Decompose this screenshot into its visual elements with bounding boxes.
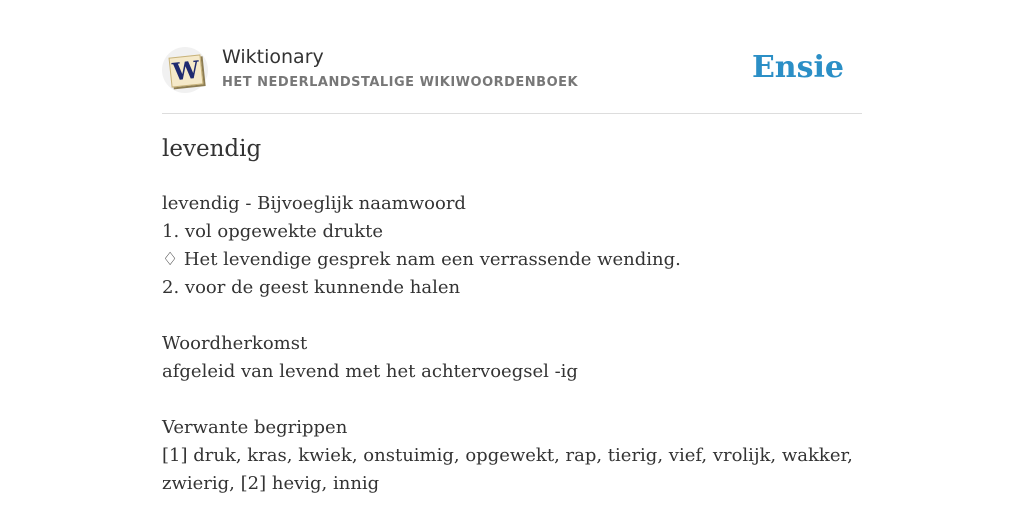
related-heading: Verwante begrippen bbox=[162, 417, 348, 438]
site-header bbox=[162, 44, 862, 114]
definition-sense-1: 1. vol opgewekte drukte bbox=[162, 221, 384, 242]
logo-letter: W bbox=[169, 54, 204, 87]
section-spacer bbox=[162, 302, 862, 330]
site-name[interactable]: Wiktionary bbox=[222, 46, 324, 68]
section-spacer bbox=[162, 386, 862, 414]
definition-sense-2: 2. voor de geest kunnende halen bbox=[162, 277, 461, 298]
wiktionary-logo-icon[interactable] bbox=[162, 47, 208, 93]
site-tagline: HET NEDERLANDSTALIGE WIKIWOORDENBOEK bbox=[222, 75, 579, 90]
definition-example-1: ♢ Het levendige gesprek nam een verrassende wending. bbox=[162, 249, 681, 270]
definition-headline: levendig - Bijvoeglijk naamwoord bbox=[162, 193, 466, 214]
ensie-brand-link[interactable]: Ensie bbox=[751, 50, 844, 85]
entry-content bbox=[162, 190, 862, 498]
related-terms: [1] druk, kras, kwiek, onstuimig, opgewekt, rap, tierig, vief, vrolijk, wakker, zwierig, [2] hevig, innig bbox=[162, 445, 853, 494]
page-title: levendig bbox=[162, 136, 262, 162]
etymology-text: afgeleid van levend met het achtervoegsel -ig bbox=[162, 361, 578, 382]
etymology-heading: Woordherkomst bbox=[162, 333, 308, 354]
